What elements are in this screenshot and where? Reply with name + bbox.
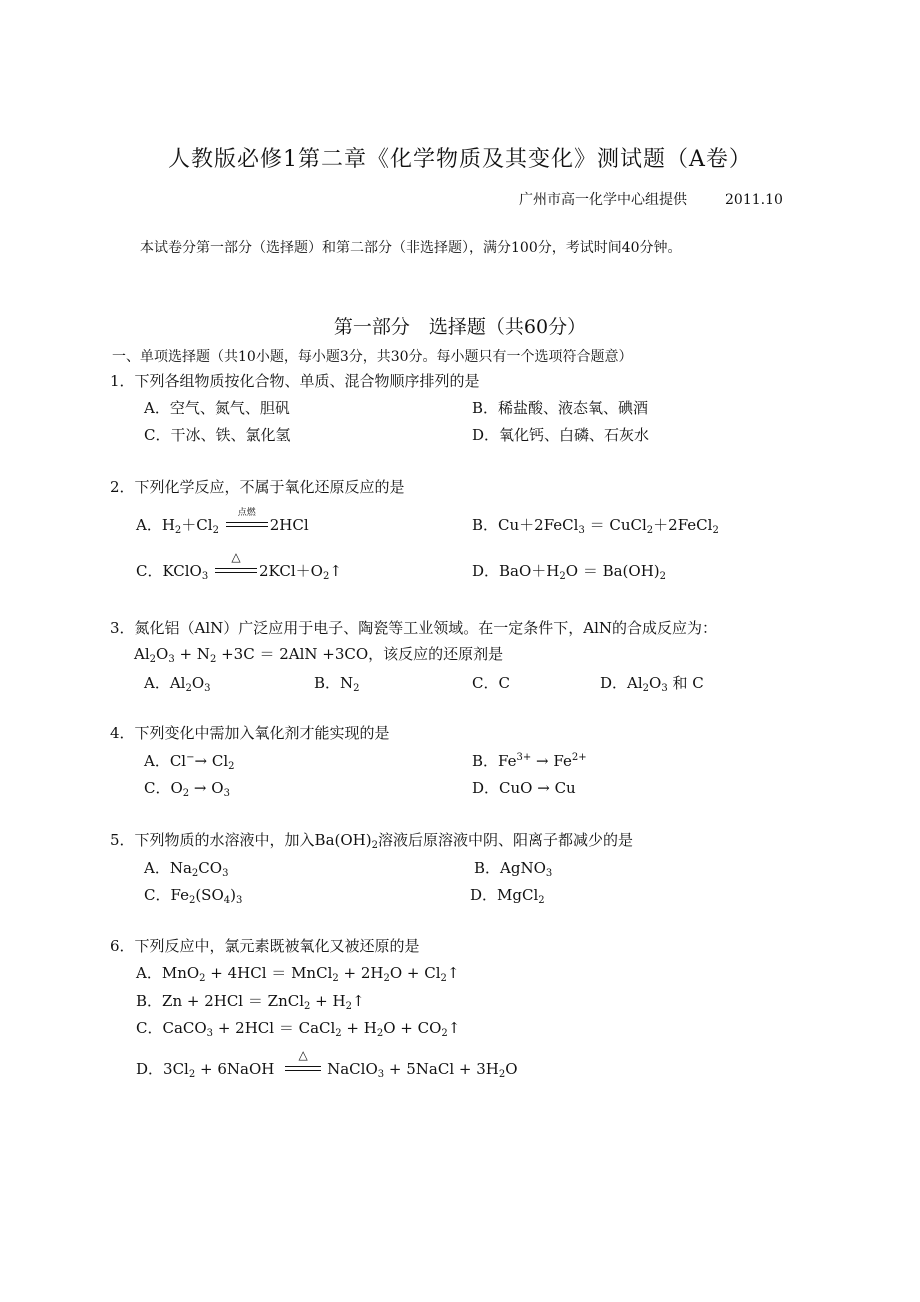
question-3-equation: $Al_2O_3 + N_2 +3C = 2AlN +3CO$，该反应的还原剂是 [134,645,504,665]
question-3-stem: 3．氮化铝（AlN）广泛应用于电子、陶瓷等工业领域。在一定条件下，AlN的合成反应为： [110,619,718,637]
question-4-option-a: A．$Cl^-\to Cl_2$ [144,752,235,772]
heat-symbol-icon: △ [231,550,241,564]
part-one-heading: 第一部分 选择题（共60分） [333,316,587,338]
heat-symbol-icon: △ [298,1048,308,1062]
provider-text: 广州市高一化学中心组提供 [519,192,687,208]
question-2-option-d: D．$BaO+H_2O = Ba(OH)_2$ [472,562,667,582]
question-5-stem-post: 溶液后原溶液中阴、阳离子都减少的是 [377,831,633,849]
question-6-option-c: C．CaCO$_3$ + 2HCl ＝ CaCl$_2$ + $H_2O$ + $CO_2↑$ [136,1019,461,1039]
question-1-option-a: A．空气、氮气、胆矾 [144,399,290,417]
question-5-stem: 5．下列物质的水溶液中，加入$Ba(OH)_2$溶液后原溶液中阴、阳离子都减少的是 [110,831,633,851]
exam-intro: 本试卷分第一部分（选择题）和第二部分（非选择题），满分100分，考试时间40分钟。 [140,240,682,256]
question-5-option-a: A．$Na_2CO_3$ [144,859,229,879]
question-2-option-c: C．KClO$_3$ △ $2KCl+O_2↑$ [136,550,342,582]
question-2-option-b: B．Cu＋2FeCl$_3$ ＝ CuCl$_2$＋2FeCl$_2$ [472,516,719,536]
question-6-option-d: D．$3Cl_2$ + 6NaOH △ NaClO$_3$ + 5NaCl + $3H_2O$ [136,1048,518,1080]
question-2-option-a: A．$H_2+Cl_2$ 点燃 2HCl [136,508,309,536]
question-4-option-b: B．$Fe^{3+} \to Fe^{2+}$ [472,752,587,770]
section-heading: 一、单项选择题（共10小题，每小题3分，共30分。每小题只有一个选项符合题意） [112,349,633,365]
page-title: 人教版必修1第二章《化学物质及其变化》测试题（A卷） [168,147,752,172]
heat-condition-arrow [215,550,257,579]
question-5-option-d: D．MgCl$_2$ [470,886,545,906]
question-4-option-c: C．$O_2 \to O_3$ [144,779,230,799]
ignite-label: 点燃 [237,508,256,518]
question-5-stem-pre: 5．下列物质的水溶液中，加入 [110,831,315,849]
heat-condition-arrow [285,1048,321,1077]
ignite-condition-arrow [226,508,268,533]
question-6-option-a: A．MnO$_2$ + 4HCl ＝ MnCl$_2$ + $2H_2O$ + $Cl_2↑$ [136,964,460,984]
question-2-stem: 2．下列化学反应，不属于氧化还原反应的是 [110,478,405,496]
provider-line [519,189,783,209]
question-6-option-b: B．Zn + 2HCl ＝ ZnCl$_2$ + $H_2↑$ [136,992,365,1012]
question-3-option-a: A．$Al_2O_3$ [144,674,211,694]
question-3-option-d: D．$Al_2O_3$ 和 C [600,674,704,694]
question-4-option-d: D．CuO → Cu [472,779,576,797]
question-3-tail: ，该反应的还原剂是 [368,645,504,663]
question-5-option-b: B．AgNO$_3$ [474,859,553,879]
question-1-option-d: D．氧化钙、白磷、石灰水 [472,426,650,444]
question-1-option-b: B．稀盐酸、液态氧、碘酒 [472,399,649,417]
question-4-stem: 4．下列变化中需加入氧化剂才能实现的是 [110,724,390,742]
question-1-stem: 1．下列各组物质按化合物、单质、混合物顺序排列的是 [110,372,480,390]
question-5-option-c: C．$Fe_2(SO_4)_3$ [144,886,243,906]
date-text: 2011.10 [725,192,783,208]
question-6-stem: 6．下列反应中，氯元素既被氧化又被还原的是 [110,937,420,955]
question-3-option-c: C．C [472,674,510,692]
question-3-option-b: B．$N_2$ [314,674,360,694]
question-1-option-c: C．干冰、铁、氯化氢 [144,426,291,444]
